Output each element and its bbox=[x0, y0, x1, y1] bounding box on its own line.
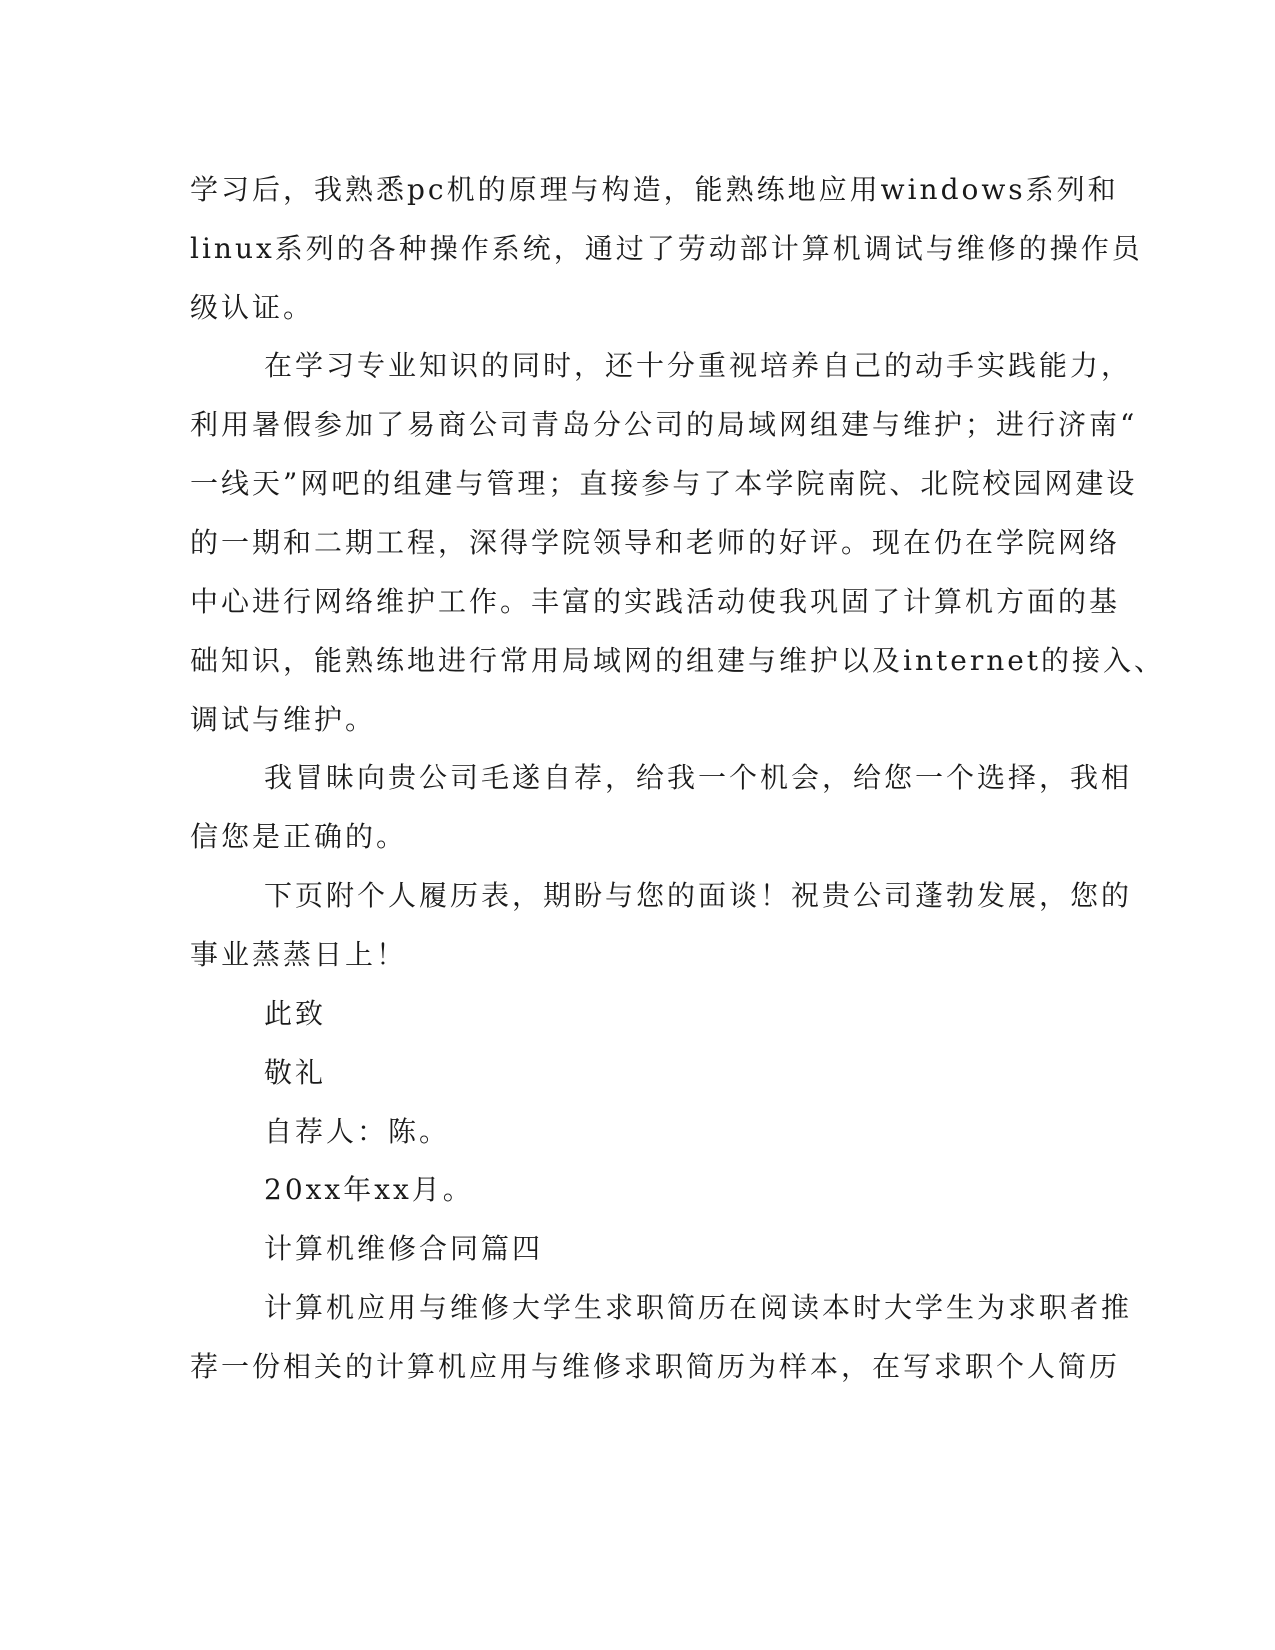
date-line: 20xx年xx月。 bbox=[264, 1173, 474, 1206]
text-line: 荐一份相关的计算机应用与维修求职简历为样本，在写求职个人简历 bbox=[190, 1350, 1121, 1383]
text-line: 础知识，能熟练地进行常用局域网的组建与维护以及internet的接入、 bbox=[190, 644, 1166, 677]
text-line: 中心进行网络维护工作。丰富的实践活动使我巩固了计算机方面的基 bbox=[190, 585, 1121, 618]
text-line: linux系列的各种操作系统，通过了劳动部计算机调试与维修的操作员 bbox=[190, 232, 1143, 265]
section-heading: 计算机维修合同篇四 bbox=[264, 1232, 544, 1265]
paragraph-start-line: 计算机应用与维修大学生求职简历在阅读本时大学生为求职者推 bbox=[264, 1291, 1133, 1324]
closing-line: 此致 bbox=[264, 997, 327, 1030]
text-line: 的一期和二期工程，深得学院领导和老师的好评。现在仍在学院网络 bbox=[190, 526, 1121, 559]
text-line: 调试与维护。 bbox=[190, 703, 377, 736]
text-line: 利用暑假参加了易商公司青岛分公司的局域网组建与维护；进行济南“ bbox=[190, 408, 1138, 441]
text-line: 一线天”网吧的组建与管理；直接参与了本学院南院、北院校园网建设 bbox=[190, 467, 1138, 500]
signature-line: 自荐人：陈。 bbox=[264, 1115, 451, 1148]
paragraph-start-line: 下页附个人履历表，期盼与您的面谈！祝贵公司蓬勃发展，您的 bbox=[264, 879, 1133, 912]
text-line: 级认证。 bbox=[190, 291, 315, 324]
text-line: 信您是正确的。 bbox=[190, 820, 408, 853]
text-line: 学习后，我熟悉pc机的原理与构造，能熟练地应用windows系列和 bbox=[190, 173, 1119, 206]
paragraph-start-line: 在学习专业知识的同时，还十分重视培养自己的动手实践能力， bbox=[264, 349, 1133, 382]
paragraph-start-line: 我冒昧向贵公司毛遂自荐，给我一个机会，给您一个选择，我相 bbox=[264, 761, 1133, 794]
salutation-line: 敬礼 bbox=[264, 1056, 327, 1089]
text-line: 事业蒸蒸日上！ bbox=[190, 938, 408, 971]
